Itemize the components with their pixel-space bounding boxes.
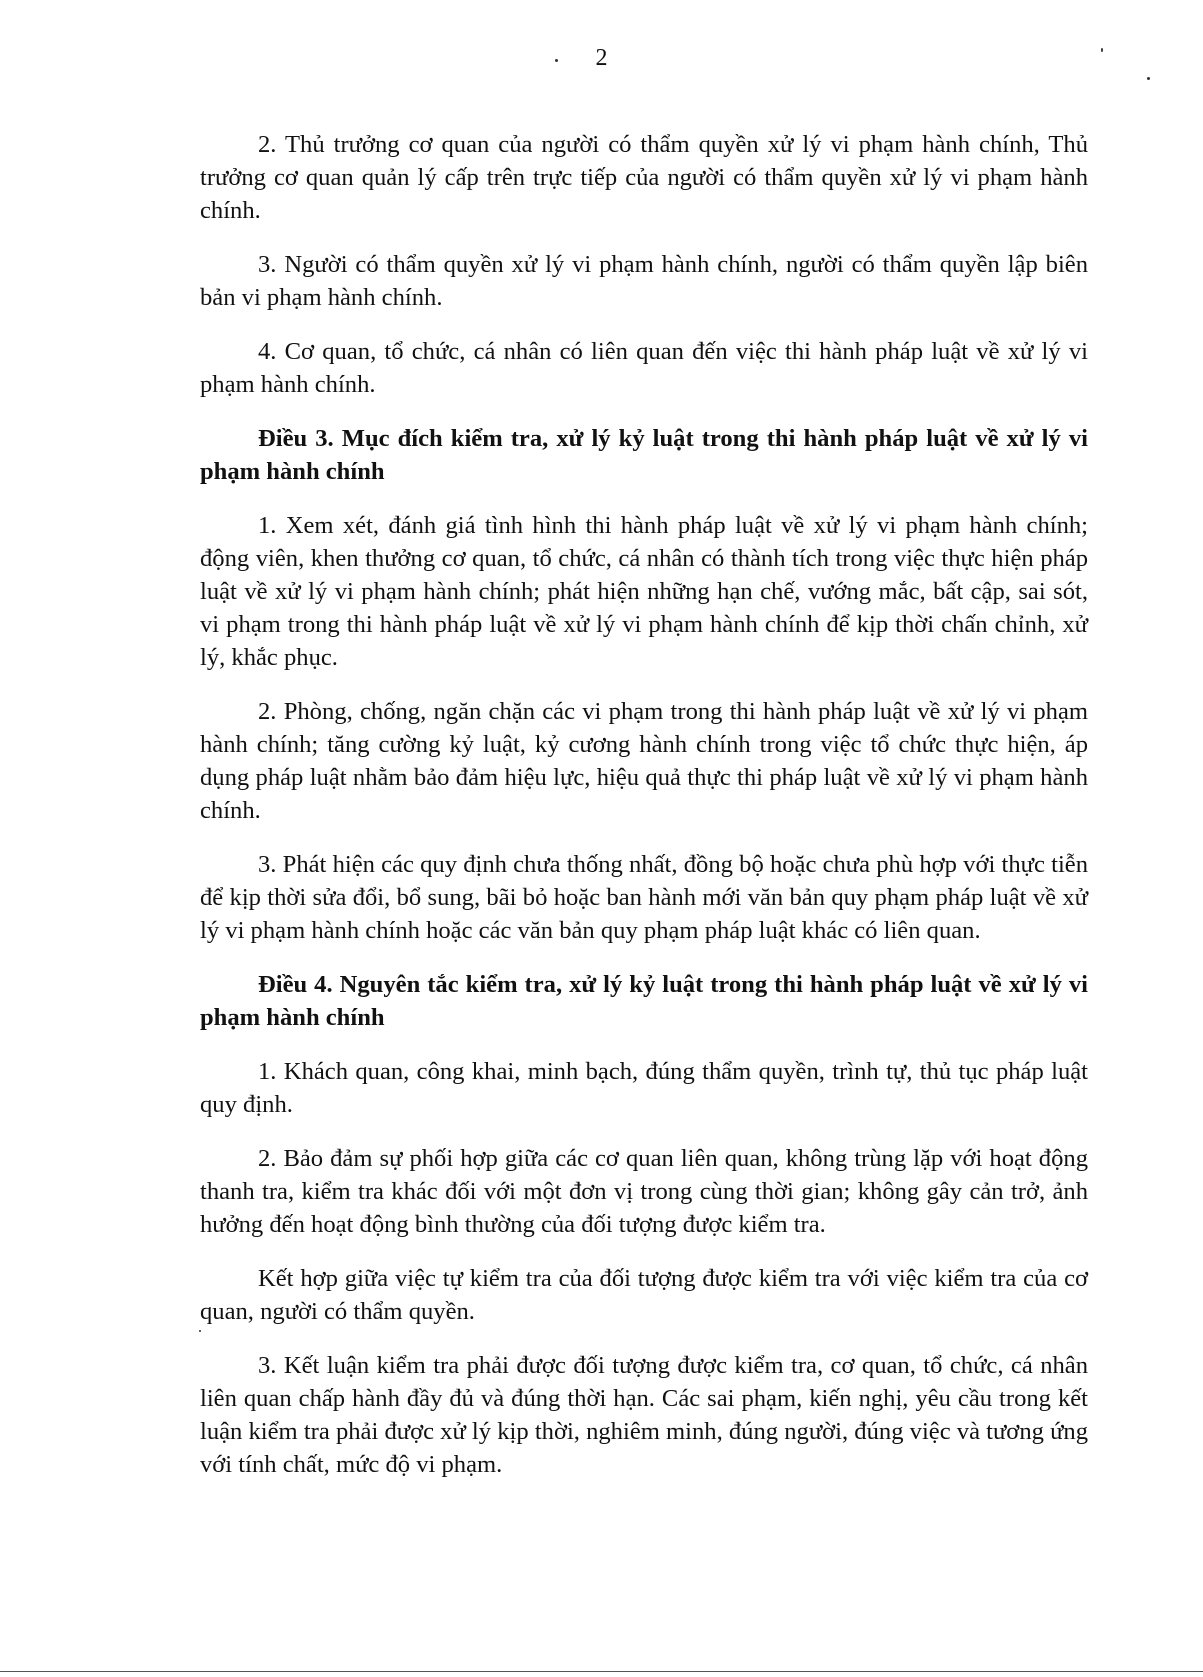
scan-speck [1147,77,1150,80]
scan-speck [555,59,558,62]
article-3-clause-2: 2. Phòng, chống, ngăn chặn các vi phạm trong thi hành pháp luật về xử lý vi phạm hành chính; tăng cường kỷ luật, kỷ cương hành chính trong việc tổ chức thực hiện, áp dụng pháp luật nhằm bảo đảm hiệu lực, hiệu quả thực thi pháp luật về xử lý vi phạm hành chính. [200,698,1088,824]
article-3-heading: Điều 3. Mục đích kiểm tra, xử lý kỷ luật trong thi hành pháp luật về xử lý vi phạm hành chính [200,425,1088,485]
document-body [200,128,1088,1502]
scan-bottom-edge [0,1671,1203,1672]
scan-speck [199,1330,201,1332]
clause-2-subjects: 2. Thủ trưởng cơ quan của người có thẩm quyền xử lý vi phạm hành chính, Thủ trưởng cơ quan quản lý cấp trên trực tiếp của người có thẩm quyền xử lý vi phạm hành chính. [200,131,1088,224]
scan-speck [1101,48,1103,52]
clause-3-subjects: 3. Người có thẩm quyền xử lý vi phạm hành chính, người có thẩm quyền lập biên bản vi phạm hành chính. [200,251,1088,311]
article-4-clause-2-addendum: Kết hợp giữa việc tự kiểm tra của đối tượng được kiểm tra với việc kiểm tra của cơ quan, người có thẩm quyền. [200,1265,1088,1325]
article-3-clause-3: 3. Phát hiện các quy định chưa thống nhất, đồng bộ hoặc chưa phù hợp với thực tiễn để kịp thời sửa đổi, bổ sung, bãi bỏ hoặc ban hành mới văn bản quy phạm pháp luật về xử lý vi phạm hành chính hoặc các văn bản quy phạm pháp luật khác có liên quan. [200,851,1088,944]
page-number: 2 [595,45,608,71]
article-4-clause-2: 2. Bảo đảm sự phối hợp giữa các cơ quan liên quan, không trùng lặp với hoạt động thanh tra, kiểm tra khác đối với một đơn vị trong cùng thời gian; không gây cản trở, ảnh hưởng đến hoạt động bình thường của đối tượng được kiểm tra. [200,1145,1088,1238]
clause-4-subjects: 4. Cơ quan, tổ chức, cá nhân có liên quan đến việc thi hành pháp luật về xử lý vi phạm hành chính. [200,338,1088,398]
article-4-clause-3: 3. Kết luận kiểm tra phải được đối tượng được kiểm tra, cơ quan, tổ chức, cá nhân liên quan chấp hành đầy đủ và đúng thời hạn. Các sai phạm, kiến nghị, yêu cầu trong kết luận kiểm tra phải được xử lý kịp thời, nghiêm minh, đúng người, đúng việc và tương ứng với tính chất, mức độ vi phạm. [200,1352,1088,1478]
article-4-heading: Điều 4. Nguyên tắc kiểm tra, xử lý kỷ luật trong thi hành pháp luật về xử lý vi phạm hành chính [200,971,1088,1031]
article-3-clause-1: 1. Xem xét, đánh giá tình hình thi hành pháp luật về xử lý vi phạm hành chính; động viên, khen thưởng cơ quan, tổ chức, cá nhân có thành tích trong việc thực hiện pháp luật về xử lý vi phạm hành chính; phát hiện những hạn chế, vướng mắc, bất cập, sai sót, vi phạm trong thi hành pháp luật về xử lý vi phạm hành chính để kịp thời chấn chỉnh, xử lý, khắc phục. [200,512,1088,671]
article-4-clause-1: 1. Khách quan, công khai, minh bạch, đúng thẩm quyền, trình tự, thủ tục pháp luật quy định. [200,1058,1088,1118]
